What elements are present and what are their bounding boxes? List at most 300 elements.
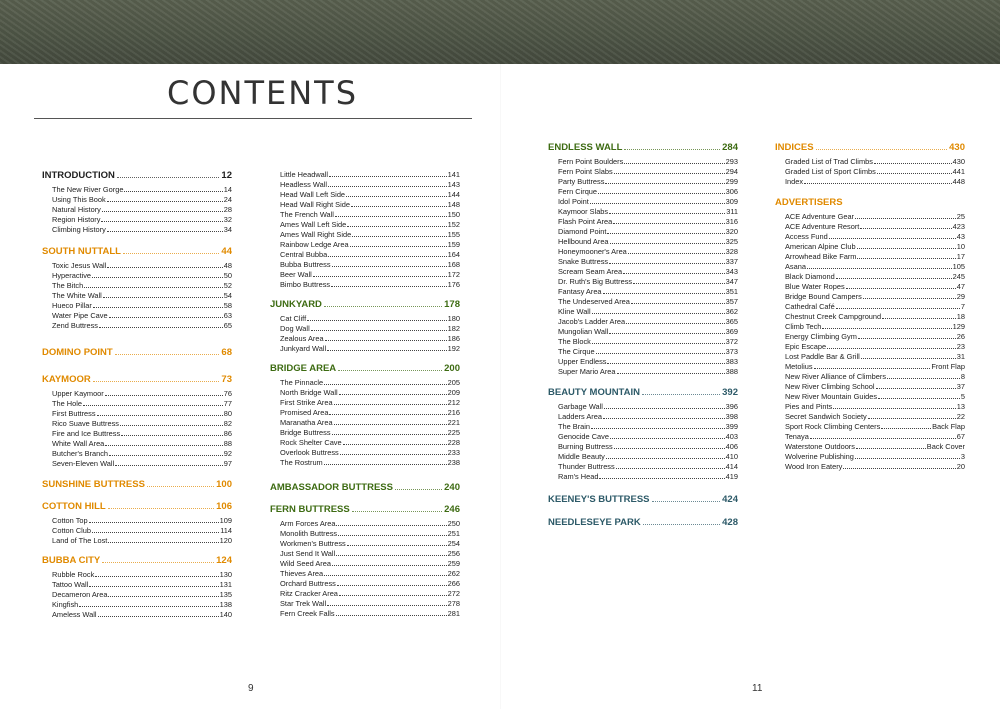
- dot-leader: [347, 545, 447, 546]
- toc-entry-bimbo-buttress[interactable]: [280, 280, 460, 290]
- entry-label: Idol Point: [558, 197, 589, 206]
- entry-page-number: 159: [447, 240, 460, 249]
- page-number-left: 9: [248, 683, 254, 694]
- toc-entry-dr-ruth-s-big-buttress[interactable]: [558, 277, 738, 287]
- entry-label: Ladders Area: [558, 412, 602, 421]
- entry-label: Ames Wall Right Side: [280, 230, 352, 239]
- toc-entry-kaymoor-slabs[interactable]: [558, 207, 738, 217]
- dot-leader: [855, 458, 960, 459]
- toc-entry-the-french-wall[interactable]: [280, 210, 460, 220]
- entry-label: Seven-Eleven Wall: [52, 459, 115, 468]
- toc-entry-using-this-book[interactable]: [52, 195, 232, 205]
- toc-entry-snake-buttress[interactable]: [558, 257, 738, 267]
- entry-label: Wood Iron Eatery: [785, 462, 843, 471]
- toc-entry-fern-cirque[interactable]: [558, 187, 738, 197]
- toc-entry-energy-climbing-gym[interactable]: [785, 332, 965, 342]
- entry-label: Fire and Ice Buttress: [52, 429, 121, 438]
- dot-leader: [633, 283, 725, 284]
- toc-entry-dog-wall[interactable]: [280, 324, 460, 334]
- entry-label: Thunder Buttress: [558, 462, 615, 471]
- entry-label: Epic Escape: [785, 342, 827, 351]
- dot-leader: [614, 448, 725, 449]
- section-heading-fern-buttress[interactable]: [270, 504, 460, 516]
- toc-entry-new-river-alliance-of-climbers[interactable]: [785, 372, 965, 382]
- entry-label: Ames Wall Left Side: [280, 220, 347, 229]
- dot-leader: [856, 448, 926, 449]
- toc-entry-waterstone-outdoors[interactable]: [785, 442, 965, 452]
- toc-entry-chestnut-creek-campground[interactable]: [785, 312, 965, 322]
- entry-label: Cathedral Café: [785, 302, 835, 311]
- toc-entry-the-brain[interactable]: [558, 422, 738, 432]
- toc-entry-metolius[interactable]: [785, 362, 965, 372]
- section-entry-list: [270, 519, 460, 619]
- toc-entry-head-wall-left-side[interactable]: [280, 190, 460, 200]
- entry-label: Fern Point Boulders: [558, 157, 624, 166]
- entry-label: Kline Wall: [558, 307, 591, 316]
- entry-label: Graded List of Sport Climbs: [785, 167, 876, 176]
- toc-entry-ram-s-head[interactable]: [558, 472, 738, 482]
- dot-leader: [101, 221, 222, 222]
- entry-label: Flash Point Area: [558, 217, 613, 226]
- dot-leader: [92, 532, 219, 533]
- toc-entry-the-new-river-gorge[interactable]: [52, 185, 232, 195]
- dot-leader: [343, 444, 447, 445]
- section-heading-cotton-hill[interactable]: [42, 501, 232, 513]
- toc-entry-promised-area[interactable]: [280, 408, 460, 418]
- toc-entry-arm-forces-area[interactable]: [280, 519, 460, 529]
- dot-leader: [89, 586, 218, 587]
- toc-entry-cotton-club[interactable]: [52, 526, 232, 536]
- entry-page-number: 306: [725, 187, 738, 196]
- toc-entry-kline-wall[interactable]: [558, 307, 738, 317]
- entry-page-number: 254: [447, 539, 460, 548]
- section-heading-indices[interactable]: [775, 142, 965, 154]
- entry-page-number: 250: [447, 519, 460, 528]
- toc-entry-wild-seed-area[interactable]: [280, 559, 460, 569]
- dot-leader: [857, 248, 956, 249]
- entry-page-number: 414: [725, 462, 738, 471]
- dot-leader: [117, 177, 220, 178]
- toc-entry-american-alpine-club[interactable]: [785, 242, 965, 252]
- entry-label: INTRODUCTION: [42, 170, 115, 181]
- entry-page-number: 351: [725, 287, 738, 296]
- entry-page-number: 216: [447, 408, 460, 417]
- toc-entry-garbage-wall[interactable]: [558, 402, 738, 412]
- section-heading-kaymoor[interactable]: [42, 374, 232, 386]
- entry-label: Fantasy Area: [558, 287, 602, 296]
- section-heading-introduction[interactable]: [42, 170, 232, 182]
- entry-page-number: 281: [447, 609, 460, 618]
- dot-leader: [881, 428, 931, 429]
- entry-page-number: 388: [725, 367, 738, 376]
- toc-entry-tattoo-wall[interactable]: [52, 580, 232, 590]
- dot-leader: [324, 575, 447, 576]
- entry-label: Toxic Jesus Wall: [52, 261, 107, 270]
- entry-label: Waterstone Outdoors: [785, 442, 855, 451]
- toc-entry-new-river-mountain-guides[interactable]: [785, 392, 965, 402]
- entry-page-number: 328: [725, 247, 738, 256]
- toc-entry-central-bubba[interactable]: [280, 250, 460, 260]
- entry-label: The New River Gorge: [52, 185, 124, 194]
- entry-label: Fern Point Slabs: [558, 167, 613, 176]
- entry-label: Overlook Buttress: [280, 448, 339, 457]
- entry-page-number: 448: [952, 177, 965, 186]
- dot-leader: [338, 535, 447, 536]
- dot-leader: [606, 458, 725, 459]
- entry-page-number: 48: [223, 261, 232, 270]
- toc-entry-index[interactable]: [785, 177, 965, 187]
- entry-label: Genocide Cave: [558, 432, 609, 441]
- toc-entry-star-trek-wall[interactable]: [280, 599, 460, 609]
- toc-entry-water-pipe-cave[interactable]: [52, 311, 232, 321]
- toc-entry-hellbound-area[interactable]: [558, 237, 738, 247]
- toc-entry-thunder-buttress[interactable]: [558, 462, 738, 472]
- section-heading-advertisers[interactable]: [775, 197, 965, 209]
- toc-entry-the-pinnacle[interactable]: [280, 378, 460, 388]
- entry-page-number: 311: [726, 207, 738, 216]
- entry-label: Using This Book: [52, 195, 106, 204]
- entry-page-number: 278: [447, 599, 460, 608]
- entry-label: Rainbow Ledge Area: [280, 240, 349, 249]
- toc-section-needleseye-park: [548, 517, 738, 529]
- entry-page-number: 180: [447, 314, 460, 323]
- entry-label: Energy Climbing Gym: [785, 332, 857, 341]
- entry-page-number: 54: [223, 291, 232, 300]
- toc-entry-fern-creek-falls[interactable]: [280, 609, 460, 619]
- entry-label: AMBASSADOR BUTTRESS: [270, 482, 393, 493]
- dot-leader: [609, 263, 725, 264]
- section-entry-list: [42, 516, 232, 546]
- entry-label: DOMINO POINT: [42, 347, 113, 358]
- entry-label: Snake Buttress: [558, 257, 609, 266]
- toc-entry-maranatha-area[interactable]: [280, 418, 460, 428]
- dot-leader: [339, 595, 447, 596]
- toc-entry-kingfish[interactable]: [52, 600, 232, 610]
- section-heading-bubba-city[interactable]: [42, 555, 232, 567]
- entry-page-number: 347: [725, 277, 738, 286]
- toc-section-indices: [775, 142, 965, 187]
- toc-entry-genocide-cave[interactable]: [558, 432, 738, 442]
- toc-entry-the-undeserved-area[interactable]: [558, 297, 738, 307]
- toc-entry-zealous-area[interactable]: [280, 334, 460, 344]
- entry-label: ENDLESS WALL: [548, 142, 623, 153]
- section-entry-list: [42, 185, 232, 235]
- entry-page-number: 240: [444, 482, 460, 493]
- entry-label: Hyperactive: [52, 271, 92, 280]
- section-entry-list: [42, 261, 232, 331]
- toc-entry-wood-iron-eatery[interactable]: [785, 462, 965, 472]
- toc-entry-the-cirque[interactable]: [558, 347, 738, 357]
- dot-leader: [628, 253, 725, 254]
- toc-section-ambassador-buttress: [270, 482, 460, 494]
- toc-entry-rock-shelter-cave[interactable]: [280, 438, 460, 448]
- toc-entry-just-send-it-wall[interactable]: [280, 549, 460, 559]
- toc-entry-land-of-the-lost[interactable]: [52, 536, 232, 546]
- entry-label: JUNKYARD: [270, 299, 322, 310]
- toc-entry-headless-wall[interactable]: [280, 180, 460, 190]
- toc-entry-cat-cliff[interactable]: [280, 314, 460, 324]
- entry-page-number: 32: [223, 215, 232, 224]
- entry-label: The French Wall: [280, 210, 334, 219]
- section-heading-endless-wall[interactable]: [548, 142, 738, 154]
- entry-page-number: 369: [725, 327, 738, 336]
- toc-entry-burning-buttress[interactable]: [558, 442, 738, 452]
- toc-entry-super-mario-area[interactable]: [558, 367, 738, 377]
- toc-entry-secret-sandwich-society[interactable]: [785, 412, 965, 422]
- entry-page-number: 144: [447, 190, 460, 199]
- dot-leader: [337, 585, 447, 586]
- section-heading-domino-point[interactable]: [42, 347, 232, 359]
- toc-section-junkyard: [270, 299, 460, 354]
- toc-entry-climb-tech[interactable]: [785, 322, 965, 332]
- toc-entry-asana[interactable]: [785, 262, 965, 272]
- entry-page-number: 105: [952, 262, 965, 271]
- dot-leader: [599, 478, 724, 479]
- entry-label: First Strike Area: [280, 398, 333, 407]
- section-heading-beauty-mountain[interactable]: [548, 387, 738, 399]
- entry-label: First Buttress: [52, 409, 96, 418]
- entry-page-number: 299: [725, 177, 738, 186]
- toc-entry-access-fund[interactable]: [785, 232, 965, 242]
- toc-entry-epic-escape[interactable]: [785, 342, 965, 352]
- entry-page-number: 120: [219, 536, 232, 545]
- toc-entry-diamond-point[interactable]: [558, 227, 738, 237]
- toc-entry-cathedral-caf[interactable]: [785, 302, 965, 312]
- entry-page-number: 44: [221, 246, 232, 257]
- entry-page-number: 152: [447, 220, 460, 229]
- toc-entry-upper-endless[interactable]: [558, 357, 738, 367]
- dot-leader: [324, 384, 447, 385]
- dot-leader: [115, 465, 223, 466]
- entry-label: Super Mario Area: [558, 367, 616, 376]
- section-heading-needleseye-park[interactable]: [548, 517, 738, 529]
- toc-section-south-nuttall: [42, 246, 232, 331]
- dot-leader: [123, 253, 219, 254]
- toc-section-bridge-area: [270, 363, 460, 468]
- toc-entry-black-diamond[interactable]: [785, 272, 965, 282]
- toc-entry-wolverine-publishing[interactable]: [785, 452, 965, 462]
- toc-entry-first-strike-area[interactable]: [280, 398, 460, 408]
- entry-label: American Alpine Club: [785, 242, 856, 251]
- section-heading-south-nuttall[interactable]: [42, 246, 232, 258]
- toc-entry-ames-wall-right-side[interactable]: [280, 230, 460, 240]
- toc-entry-the-white-wall[interactable]: [52, 291, 232, 301]
- entry-page-number: 92: [223, 449, 232, 458]
- entry-page-number: Back Cover: [926, 442, 965, 451]
- toc-entry-white-wall-area[interactable]: [52, 439, 232, 449]
- entry-page-number: 245: [952, 272, 965, 281]
- toc-entry-bridge-bound-campers[interactable]: [785, 292, 965, 302]
- header-photo-banner: [0, 0, 1000, 64]
- toc-entry-ames-wall-left-side[interactable]: [280, 220, 460, 230]
- dot-leader: [836, 308, 960, 309]
- entry-page-number: 138: [219, 600, 232, 609]
- entry-page-number: 428: [722, 517, 738, 528]
- toc-entry-ritz-cracker-area[interactable]: [280, 589, 460, 599]
- toc-entry-bridge-buttress[interactable]: [280, 428, 460, 438]
- entry-label: Graded List of Trad Climbs: [785, 157, 873, 166]
- dot-leader: [874, 163, 952, 164]
- toc-entry-jacob-s-ladder-area[interactable]: [558, 317, 738, 327]
- entry-label: Wild Seed Area: [280, 559, 331, 568]
- toc-entry-workmen-s-buttress[interactable]: [280, 539, 460, 549]
- dot-leader: [614, 173, 725, 174]
- dot-leader: [92, 277, 223, 278]
- toc-entry-pies-and-pints[interactable]: [785, 402, 965, 412]
- toc-entry-junkyard-wall[interactable]: [280, 344, 460, 354]
- toc-entry-rico-suave-buttress[interactable]: [52, 419, 232, 429]
- entry-page-number: 130: [219, 570, 232, 579]
- toc-entry-the-block[interactable]: [558, 337, 738, 347]
- toc-entry-ladders-area[interactable]: [558, 412, 738, 422]
- dot-leader: [882, 318, 956, 319]
- toc-entry-ace-adventure-gear[interactable]: [785, 212, 965, 222]
- toc-entry-overlook-buttress[interactable]: [280, 448, 460, 458]
- toc-entry-the-rostrum[interactable]: [280, 458, 460, 468]
- entry-page-number: 109: [219, 516, 232, 525]
- toc-entry-mungolian-wall[interactable]: [558, 327, 738, 337]
- toc-entry-fern-point-boulders[interactable]: [558, 157, 738, 167]
- toc-entry-ace-adventure-resort[interactable]: [785, 222, 965, 232]
- entry-label: New River Mountain Guides: [785, 392, 878, 401]
- entry-page-number: 205: [447, 378, 460, 387]
- dot-leader: [829, 238, 956, 239]
- toc-entry-hyperactive[interactable]: [52, 271, 232, 281]
- entry-page-number: 383: [725, 357, 738, 366]
- dot-leader: [79, 606, 218, 607]
- entry-label: KEENEY'S BUTTRESS: [548, 494, 650, 505]
- entry-label: Jacob's Ladder Area: [558, 317, 626, 326]
- toc-entry-seven-eleven-wall[interactable]: [52, 459, 232, 469]
- toc-entry-first-buttress[interactable]: [52, 409, 232, 419]
- toc-entry-fantasy-area[interactable]: [558, 287, 738, 297]
- entry-label: Butcher's Branch: [52, 449, 109, 458]
- dot-leader: [827, 348, 956, 349]
- dot-leader: [807, 268, 952, 269]
- toc-entry-the-hole[interactable]: [52, 399, 232, 409]
- toc-entry-orchard-buttress[interactable]: [280, 579, 460, 589]
- section-heading-bridge-area[interactable]: [270, 363, 460, 375]
- entry-label: Garbage Wall: [558, 402, 603, 411]
- toc-entry-thieves-area[interactable]: [280, 569, 460, 579]
- entry-page-number: 141: [447, 170, 460, 179]
- entry-page-number: 176: [447, 280, 460, 289]
- toc-section-bubba-city: [42, 555, 232, 620]
- toc-entry-arrowhead-bike-farm[interactable]: [785, 252, 965, 262]
- entry-label: Head Wall Right Side: [280, 200, 350, 209]
- entry-page-number: 337: [725, 257, 738, 266]
- dot-leader: [863, 298, 956, 299]
- toc-entry-idol-point[interactable]: [558, 197, 738, 207]
- entry-label: Little Headwall: [280, 170, 329, 179]
- section-heading-keeney-s-buttress[interactable]: [548, 494, 738, 506]
- section-heading-junkyard[interactable]: [270, 299, 460, 311]
- entry-label: The Undeserved Area: [558, 297, 630, 306]
- dot-leader: [643, 524, 720, 525]
- toc-entry-monolith-buttress[interactable]: [280, 529, 460, 539]
- toc-entry-rainbow-ledge-area[interactable]: [280, 240, 460, 250]
- dot-leader: [610, 438, 725, 439]
- toc-entry-rubble-rock[interactable]: [52, 570, 232, 580]
- entry-label: Cat Cliff: [280, 314, 307, 323]
- toc-entry-fern-point-slabs[interactable]: [558, 167, 738, 177]
- toc-entry-fire-and-ice-buttress[interactable]: [52, 429, 232, 439]
- dot-leader: [335, 216, 447, 217]
- entry-page-number: 131: [219, 580, 232, 589]
- entry-label: The White Wall: [52, 291, 102, 300]
- toc-entry-hueco-pillar[interactable]: [52, 301, 232, 311]
- section-heading-sunshine-buttress[interactable]: [42, 479, 232, 491]
- toc-section-fern-buttress: [270, 504, 460, 619]
- toc-entry-zend-buttress[interactable]: [52, 321, 232, 331]
- toc-entry-climbing-history[interactable]: [52, 225, 232, 235]
- entry-label: The Bitch: [52, 281, 84, 290]
- section-heading-ambassador-buttress[interactable]: [270, 482, 460, 494]
- entry-page-number: 88: [223, 439, 232, 448]
- dot-leader: [858, 338, 956, 339]
- toc-entry-natural-history[interactable]: [52, 205, 232, 215]
- entry-page-number: 238: [447, 458, 460, 467]
- entry-label: Region History: [52, 215, 101, 224]
- entry-page-number: 212: [447, 398, 460, 407]
- toc-entry-flash-point-area[interactable]: [558, 217, 738, 227]
- section-entry-list: [270, 314, 460, 354]
- entry-label: Fern Cirque: [558, 187, 598, 196]
- toc-entry-honeymooner-s-area[interactable]: [558, 247, 738, 257]
- entry-page-number: 114: [220, 526, 232, 535]
- toc-entry-graded-list-of-sport-climbs[interactable]: [785, 167, 965, 177]
- entry-label: Headless Wall: [280, 180, 327, 189]
- toc-section-endless-wall: [548, 142, 738, 377]
- toc-entry-butcher-s-branch[interactable]: [52, 449, 232, 459]
- toc-entry-new-river-climbing-school[interactable]: [785, 382, 965, 392]
- toc-entry-head-wall-right-side[interactable]: [280, 200, 460, 210]
- toc-entry-north-bridge-wall[interactable]: [280, 388, 460, 398]
- entry-label: Head Wall Left Side: [280, 190, 346, 199]
- toc-entry-toxic-jesus-wall[interactable]: [52, 261, 232, 271]
- toc-entry-decameron-area[interactable]: [52, 590, 232, 600]
- section-entry-list: [548, 157, 738, 377]
- entry-page-number: 63: [223, 311, 232, 320]
- toc-entry-upper-kaymoor[interactable]: [52, 389, 232, 399]
- toc-entry-the-bitch[interactable]: [52, 281, 232, 291]
- entry-label: SOUTH NUTTALL: [42, 246, 121, 257]
- entry-page-number: 362: [725, 307, 738, 316]
- toc-entry-cotton-top[interactable]: [52, 516, 232, 526]
- toc-entry-beer-wall[interactable]: [280, 270, 460, 280]
- toc-entry-ameless-wall[interactable]: [52, 610, 232, 620]
- toc-entry-lost-paddle-bar-grill[interactable]: [785, 352, 965, 362]
- toc-entry-region-history[interactable]: [52, 215, 232, 225]
- entry-page-number: 221: [447, 418, 460, 427]
- toc-entry-sport-rock-climbing-centers[interactable]: [785, 422, 965, 432]
- section-entry-list: [42, 570, 232, 620]
- toc-entry-bubba-buttress[interactable]: [280, 260, 460, 270]
- toc-entry-tenaya[interactable]: [785, 432, 965, 442]
- entry-page-number: 182: [447, 324, 460, 333]
- dot-leader: [105, 445, 222, 446]
- dot-leader: [99, 327, 223, 328]
- dot-leader: [592, 313, 725, 314]
- toc-entry-little-headwall[interactable]: [280, 170, 460, 180]
- toc-entry-middle-beauty[interactable]: [558, 452, 738, 462]
- toc-entry-scream-seam-area[interactable]: [558, 267, 738, 277]
- toc-entry-blue-water-ropes[interactable]: [785, 282, 965, 292]
- toc-entry-graded-list-of-trad-climbs[interactable]: [785, 157, 965, 167]
- toc-entry-party-buttress[interactable]: [558, 177, 738, 187]
- dot-leader: [107, 231, 223, 232]
- toc-section-domino-point: [42, 347, 232, 359]
